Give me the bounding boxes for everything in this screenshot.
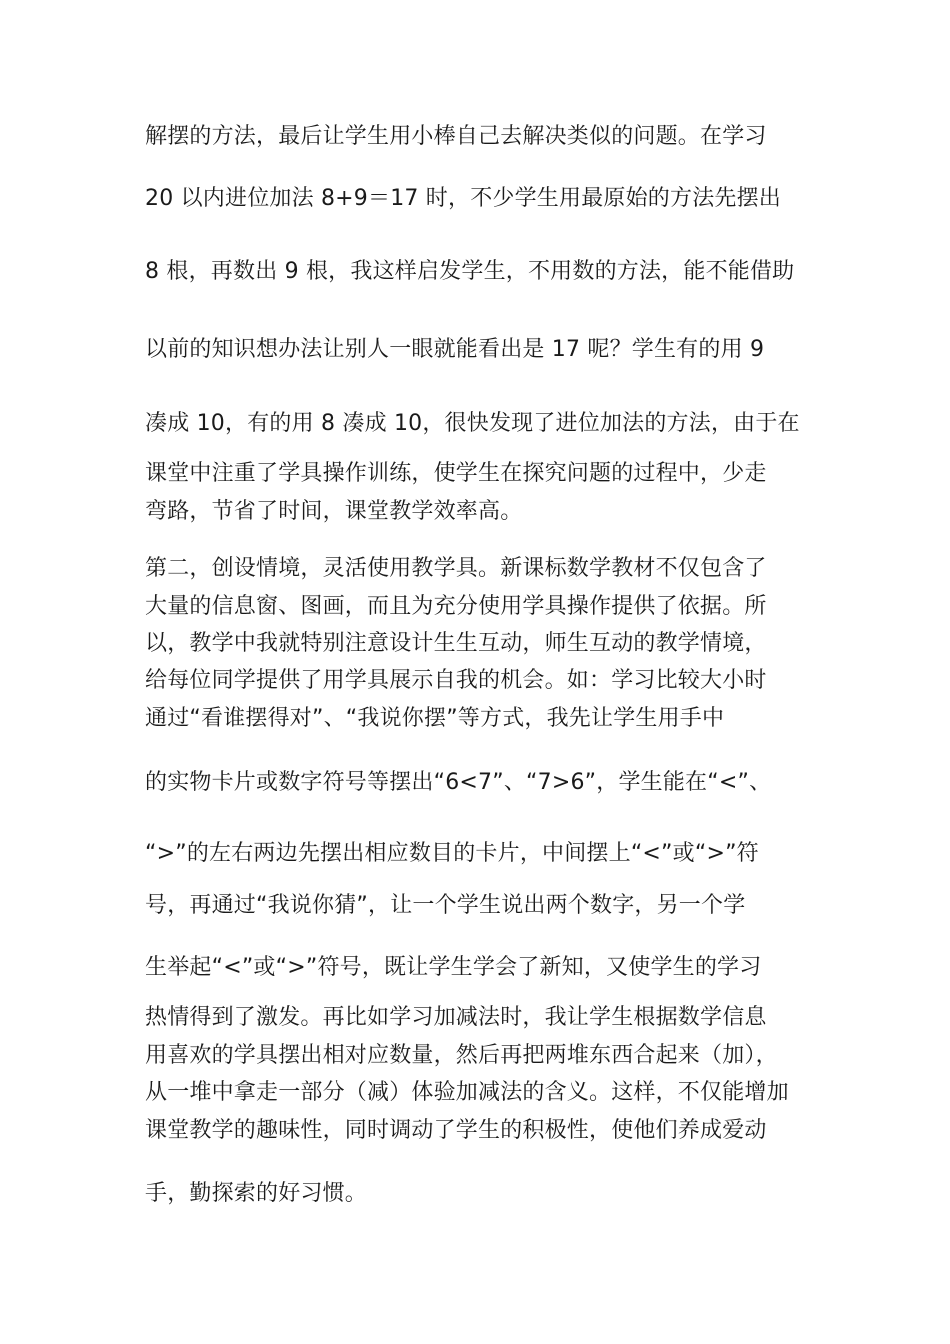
text-line: 课堂中注重了学具操作训练，使学生在探究问题的过程中，少走 — [145, 461, 767, 486]
text-line: 以，教学中我就特别注意设计生生互动，师生互动的教学情境， — [145, 631, 767, 656]
text-line: 生举起“<”或“>”符号，既让学生学会了新知，又使学生的学习 — [145, 955, 762, 980]
text-line: 从一堆中拿走一部分（减）体验加减法的含义。这样，不仅能增加 — [145, 1080, 789, 1105]
text-line: 解摆的方法，最后让学生用小棒自己去解决类似的问题。在学习 — [145, 124, 767, 149]
text-line: 8 根，再数出 9 根，我这样启发学生，不用数的方法，能不能借助 — [145, 259, 795, 284]
text-line: 第二，创设情境，灵活使用教学具。新课标数学教材不仅包含了 — [145, 556, 767, 581]
text-line: 的实物卡片或数字符号等摆出“6<7”、“7>6”，学生能在“<”、 — [145, 770, 772, 795]
text-line: 弯路，节省了时间，课堂教学效率高。 — [145, 499, 523, 524]
text-line: 凑成 10，有的用 8 凑成 10，很快发现了进位加法的方法，由于在 — [145, 411, 800, 436]
text-line: “>”的左右两边先摆出相应数目的卡片，中间摆上“<”或“>”符 — [145, 841, 759, 866]
text-line: 通过“看谁摆得对”、“我说你摆”等方式，我先让学生用手中 — [145, 706, 725, 731]
text-line: 课堂教学的趣味性，同时调动了学生的积极性，使他们养成爱动 — [145, 1118, 767, 1143]
text-line: 给每位同学提供了用学具展示自我的机会。如：学习比较大小时 — [145, 668, 767, 693]
text-line: 号，再通过“我说你猜”，让一个学生说出两个数字，另一个学 — [145, 893, 746, 918]
text-line: 热情得到了激发。再比如学习加减法时，我让学生根据数学信息 — [145, 1005, 767, 1030]
text-line: 手，勤探索的好习惯。 — [145, 1181, 368, 1206]
text-line: 大量的信息窗、图画，而且为充分使用学具操作提供了依据。所 — [145, 594, 767, 619]
text-line: 以前的知识想办法让别人一眼就能看出是 17 呢？学生有的用 9 — [145, 337, 765, 362]
text-line: 20 以内进位加法 8+9＝17 时，不少学生用最原始的方法先摆出 — [145, 186, 781, 211]
text-line: 用喜欢的学具摆出相对应数量，然后再把两堆东西合起来（加）， — [145, 1043, 778, 1068]
